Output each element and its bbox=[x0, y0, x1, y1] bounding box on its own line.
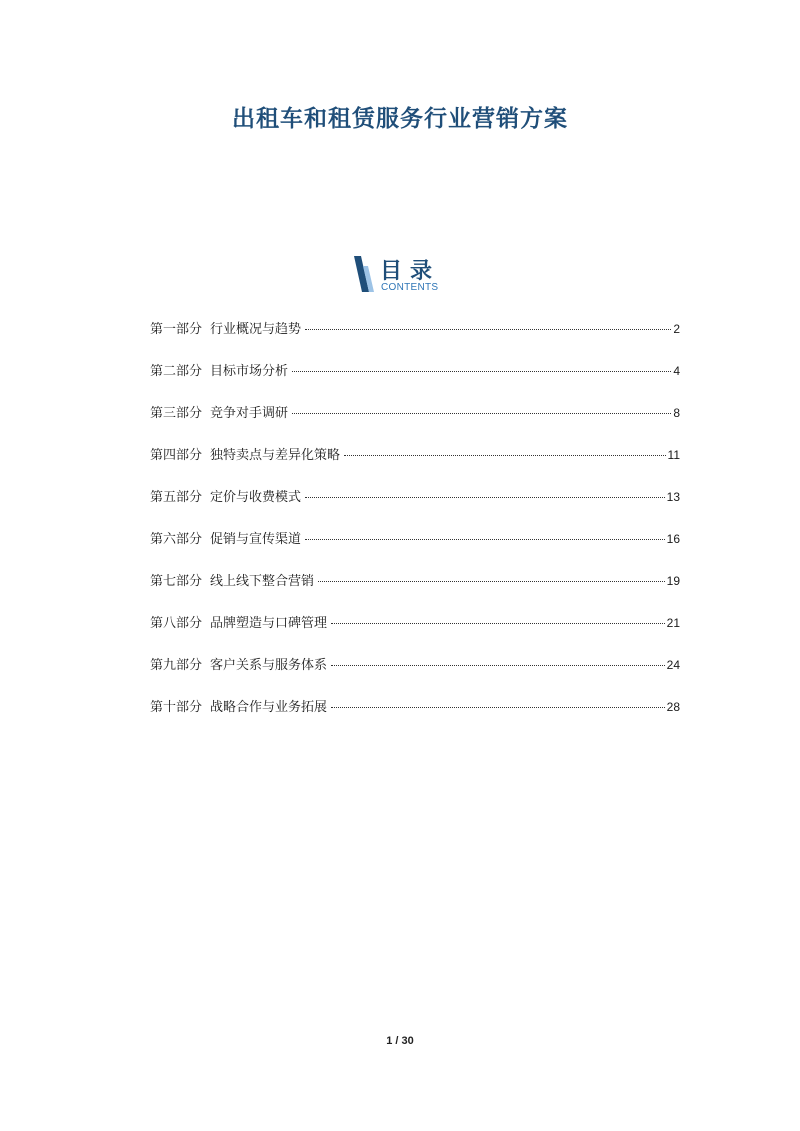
toc-entry-part: 第四部分 bbox=[150, 448, 203, 463]
toc-entry-leader bbox=[344, 455, 666, 456]
toc-entry-part: 第九部分 bbox=[150, 658, 203, 673]
toc-entry-leader bbox=[292, 371, 671, 372]
toc-entry[interactable] bbox=[150, 402, 680, 444]
toc-entry-leader bbox=[331, 665, 665, 666]
toc-heading bbox=[350, 254, 470, 296]
toc-entry-title: 目标市场分析 bbox=[210, 364, 289, 379]
toc-entry-leader bbox=[331, 623, 665, 624]
toc-entry-title: 客户关系与服务体系 bbox=[210, 658, 328, 673]
toc-entry-page: 24 bbox=[666, 658, 680, 672]
toc-entry[interactable] bbox=[150, 360, 680, 402]
document-title: 出租车和租赁服务行业营销方案 bbox=[232, 106, 568, 132]
toc-entry-leader bbox=[305, 539, 665, 540]
toc-entry-part: 第二部分 bbox=[150, 364, 203, 379]
toc-entry-leader bbox=[305, 497, 665, 498]
toc-entry-part: 第三部分 bbox=[150, 406, 203, 421]
toc-entry-leader bbox=[305, 329, 671, 330]
toc-entry-part: 第十部分 bbox=[150, 700, 203, 715]
toc-entry-leader bbox=[292, 413, 671, 414]
toc-entry[interactable] bbox=[150, 444, 680, 486]
toc-entry-part: 第八部分 bbox=[150, 616, 203, 631]
toc-entry-title: 促销与宣传渠道 bbox=[210, 532, 302, 547]
toc-entry-page: 16 bbox=[666, 532, 680, 546]
toc-entry[interactable] bbox=[150, 486, 680, 528]
toc-heading-text: 目录 bbox=[380, 259, 441, 284]
toc-entry-title: 品牌塑造与口碑管理 bbox=[210, 616, 328, 631]
toc-entry-title: 竞争对手调研 bbox=[210, 406, 289, 421]
toc-entry-part: 第七部分 bbox=[150, 574, 203, 589]
toc-entry-title: 线上线下整合营销 bbox=[210, 574, 315, 589]
toc-entry-leader bbox=[318, 581, 665, 582]
toc-entry-title: 行业概况与趋势 bbox=[210, 322, 302, 337]
toc-entry-page: 28 bbox=[666, 700, 680, 714]
toc-list bbox=[150, 318, 680, 738]
toc-entry-page: 19 bbox=[666, 574, 680, 588]
toc-entry-part: 第五部分 bbox=[150, 490, 203, 505]
toc-entry[interactable] bbox=[150, 654, 680, 696]
toc-entry[interactable] bbox=[150, 696, 680, 738]
toc-entry-title: 独特卖点与差异化策略 bbox=[210, 448, 341, 463]
toc-entry-part: 第六部分 bbox=[150, 532, 203, 547]
toc-entry-page: 11 bbox=[667, 448, 680, 462]
toc-entry[interactable] bbox=[150, 318, 680, 360]
toc-entry-title: 战略合作与业务拓展 bbox=[210, 700, 328, 715]
page-number: 1 / 30 bbox=[386, 1035, 414, 1047]
toc-entry[interactable] bbox=[150, 570, 680, 612]
toc-entry-page: 21 bbox=[666, 616, 680, 630]
toc-entry-page: 2 bbox=[673, 322, 680, 336]
toc-entry-title: 定价与收费模式 bbox=[210, 490, 302, 505]
toc-entry-page: 13 bbox=[666, 490, 680, 504]
toc-entry-leader bbox=[331, 707, 665, 708]
toc-entry-part: 第一部分 bbox=[150, 322, 203, 337]
toc-logo-icon bbox=[350, 254, 376, 294]
toc-entry-page: 8 bbox=[673, 406, 680, 420]
toc-entry-page: 4 bbox=[673, 364, 680, 378]
toc-entry[interactable] bbox=[150, 612, 680, 654]
toc-heading-subtitle: CONTENTS bbox=[381, 282, 439, 293]
toc-entry[interactable] bbox=[150, 528, 680, 570]
